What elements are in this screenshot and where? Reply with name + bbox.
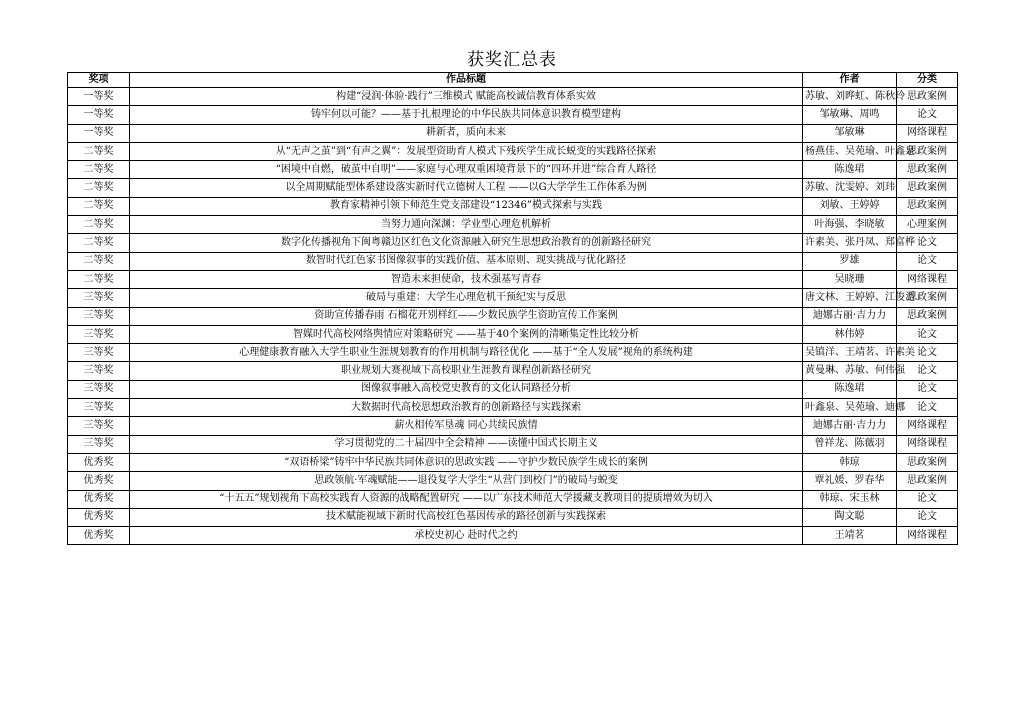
cell-author: 黄曼琳、苏敏、何伟强	[803, 362, 897, 380]
cell-author: 叶海强、李晓敏	[803, 216, 897, 234]
cell-author: 唐文林、王婷婷、江俊滔	[803, 289, 897, 307]
header-award: 奖项	[68, 73, 130, 88]
cell-category: 思政案例	[897, 307, 958, 325]
cell-award: 三等奖	[68, 289, 130, 307]
cell-category: 论文	[897, 106, 958, 124]
table-row	[68, 216, 958, 234]
cell-category: 思政案例	[897, 88, 958, 106]
cell-category: 论文	[897, 380, 958, 398]
table-row	[68, 307, 958, 325]
cell-award: 三等奖	[68, 362, 130, 380]
cell-award: 三等奖	[68, 435, 130, 453]
cell-award: 三等奖	[68, 344, 130, 362]
cell-category: 思政案例	[897, 197, 958, 215]
cell-award: 一等奖	[68, 88, 130, 106]
table-body	[68, 88, 958, 545]
cell-award: 三等奖	[68, 325, 130, 343]
cell-author: 苏敏、沈雯婷、刘玮	[803, 179, 897, 197]
cell-award: 优秀奖	[68, 490, 130, 508]
cell-author: 韩琼	[803, 453, 897, 471]
cell-category: 论文	[897, 508, 958, 526]
table-row	[68, 472, 958, 490]
cell-category: 论文	[897, 325, 958, 343]
table-row	[68, 252, 958, 270]
cell-author: 吴镇洋、王靖茗、许素美	[803, 344, 897, 362]
cell-category: 论文	[897, 362, 958, 380]
cell-author: 罗雄	[803, 252, 897, 270]
cell-author: 林伟婷	[803, 325, 897, 343]
header-author: 作者	[803, 73, 897, 88]
table-row	[68, 453, 958, 471]
cell-title: 构建“浸润·体验·践行”三维模式 赋能高校诚信教育体系实效	[130, 88, 803, 106]
cell-author: 迪娜古丽·吉力力	[803, 417, 897, 435]
cell-award: 优秀奖	[68, 453, 130, 471]
table-row	[68, 197, 958, 215]
cell-author: 覃礼媛、罗春华	[803, 472, 897, 490]
cell-title: 技术赋能视域下新时代高校红色基因传承的路径创新与实践探索	[130, 508, 803, 526]
cell-title: 承校史初心 赴时代之约	[130, 527, 803, 545]
table-row	[68, 435, 958, 453]
table-header-row	[68, 73, 958, 88]
cell-title: 数字化传播视角下闽粤赣边区红色文化资源融入研究生思想政治教育的创新路径研究	[130, 234, 803, 252]
cell-award: 三等奖	[68, 380, 130, 398]
cell-title: “十五五”规划视角下高校实践育人资源的战略配置研究 ——以广东技术师范大学援藏支教项目的提质增效为切入	[130, 490, 803, 508]
cell-award: 二等奖	[68, 216, 130, 234]
table-row	[68, 399, 958, 417]
cell-title: 薪火相传军垦魂 同心共续民族情	[130, 417, 803, 435]
table-row	[68, 527, 958, 545]
cell-award: 二等奖	[68, 270, 130, 288]
cell-author: 陈逸珺	[803, 161, 897, 179]
cell-title: 耕新者，质向未来	[130, 124, 803, 142]
cell-author: 曾祥龙、陈薇羽	[803, 435, 897, 453]
cell-title: 以全周期赋能型体系建设落实新时代立德树人工程 ——以G大学学生工作体系为例	[130, 179, 803, 197]
table-row	[68, 289, 958, 307]
cell-title: 当努力通向深渊：学业型心理危机解析	[130, 216, 803, 234]
cell-author: 迪娜古丽·吉力力	[803, 307, 897, 325]
table-row	[68, 362, 958, 380]
cell-category: 思政案例	[897, 179, 958, 197]
table-row	[68, 270, 958, 288]
cell-award: 二等奖	[68, 197, 130, 215]
cell-title: 学习贯彻党的二十届四中全会精神 ——读懂中国式长期主义	[130, 435, 803, 453]
table-row	[68, 106, 958, 124]
cell-category: 思政案例	[897, 472, 958, 490]
cell-author: 吴晓珊	[803, 270, 897, 288]
cell-award: 二等奖	[68, 234, 130, 252]
cell-title: 资助宣传播春雨 石榴花开别样红——少数民族学生资助宣传工作案例	[130, 307, 803, 325]
table-row	[68, 161, 958, 179]
cell-title: 破局与重建：大学生心理危机干预纪实与反思	[130, 289, 803, 307]
cell-title: 智媒时代高校网络舆情应对策略研究 ——基于40个案例的清晰集定性比较分析	[130, 325, 803, 343]
cell-award: 优秀奖	[68, 508, 130, 526]
cell-award: 二等奖	[68, 179, 130, 197]
cell-title: 智造未来担使命，技术强基写青春	[130, 270, 803, 288]
cell-category: 网络课程	[897, 124, 958, 142]
cell-category: 论文	[897, 252, 958, 270]
cell-category: 网络课程	[897, 417, 958, 435]
cell-title: “困境中自燃，破茧中自明”——家庭与心理双重困境背景下的“四环并进”综合育人路径	[130, 161, 803, 179]
cell-category: 论文	[897, 490, 958, 508]
cell-category: 论文	[897, 234, 958, 252]
cell-award: 优秀奖	[68, 527, 130, 545]
table-row	[68, 417, 958, 435]
cell-title: 思政领航·军魂赋能——退役复学大学生“从营门到校门”的破局与蜕变	[130, 472, 803, 490]
table-row	[68, 88, 958, 106]
award-summary-table	[67, 72, 958, 545]
cell-author: 陶文聪	[803, 508, 897, 526]
cell-title: 教育家精神引领下师范生党支部建设“12346”模式探索与实践	[130, 197, 803, 215]
header-title: 作品标题	[130, 73, 803, 88]
cell-author: 许素美、张丹凤、郑富桦	[803, 234, 897, 252]
cell-category: 网络课程	[897, 527, 958, 545]
cell-title: 铸牢何以可能？——基于扎根理论的中华民族共同体意识教育模型建构	[130, 106, 803, 124]
table-row	[68, 508, 958, 526]
table-row	[68, 344, 958, 362]
table-row	[68, 124, 958, 142]
cell-award: 二等奖	[68, 142, 130, 160]
table-row	[68, 490, 958, 508]
cell-award: 三等奖	[68, 399, 130, 417]
cell-category: 思政案例	[897, 142, 958, 160]
cell-award: 一等奖	[68, 124, 130, 142]
cell-title: “双语桥梁”铸牢中华民族共同体意识的思政实践 ——守护少数民族学生成长的案例	[130, 453, 803, 471]
cell-award: 三等奖	[68, 307, 130, 325]
document-title: 获奖汇总表	[467, 50, 557, 70]
table-row	[68, 179, 958, 197]
table-row	[68, 234, 958, 252]
cell-author: 韩琼、宋玉林	[803, 490, 897, 508]
cell-author: 叶鑫泉、吴苑瑜、迪娜	[803, 399, 897, 417]
cell-title: 大数据时代高校思想政治教育的创新路径与实践探索	[130, 399, 803, 417]
cell-title: 图像叙事融入高校党史教育的文化认同路径分析	[130, 380, 803, 398]
header-category: 分类	[897, 73, 958, 88]
cell-category: 论文	[897, 399, 958, 417]
cell-category: 思政案例	[897, 453, 958, 471]
cell-author: 刘敏、王婷婷	[803, 197, 897, 215]
cell-category: 网络课程	[897, 435, 958, 453]
table-row	[68, 142, 958, 160]
cell-title: 心理健康教育融入大学生职业生涯规划教育的作用机制与路径优化 ——基于“全人发展”视角的系统构建	[130, 344, 803, 362]
cell-author: 邹敏琳、周鸣	[803, 106, 897, 124]
cell-author: 邹敏琳	[803, 124, 897, 142]
cell-author: 苏敏、刘晔虹、陈秋玲	[803, 88, 897, 106]
table-row	[68, 325, 958, 343]
cell-category: 思政案例	[897, 289, 958, 307]
cell-award: 三等奖	[68, 417, 130, 435]
cell-title: 数智时代红色家书图像叙事的实践价值、基本原则、现实挑战与优化路径	[130, 252, 803, 270]
cell-author: 陈逸珺	[803, 380, 897, 398]
cell-award: 一等奖	[68, 106, 130, 124]
cell-award: 优秀奖	[68, 472, 130, 490]
cell-category: 网络课程	[897, 270, 958, 288]
cell-category: 论文	[897, 344, 958, 362]
cell-title: 职业规划大赛视域下高校职业生涯教育课程创新路径研究	[130, 362, 803, 380]
cell-author: 杨燕佳、吴苑瑜、叶鑫泉	[803, 142, 897, 160]
cell-award: 二等奖	[68, 161, 130, 179]
cell-title: 从“无声之茧”到“有声之翼”：发展型资助育人模式下残疾学生成长蜕变的实践路径探索	[130, 142, 803, 160]
table-row	[68, 380, 958, 398]
cell-award: 二等奖	[68, 252, 130, 270]
cell-category: 心理案例	[897, 216, 958, 234]
cell-category: 思政案例	[897, 161, 958, 179]
cell-author: 王靖茗	[803, 527, 897, 545]
